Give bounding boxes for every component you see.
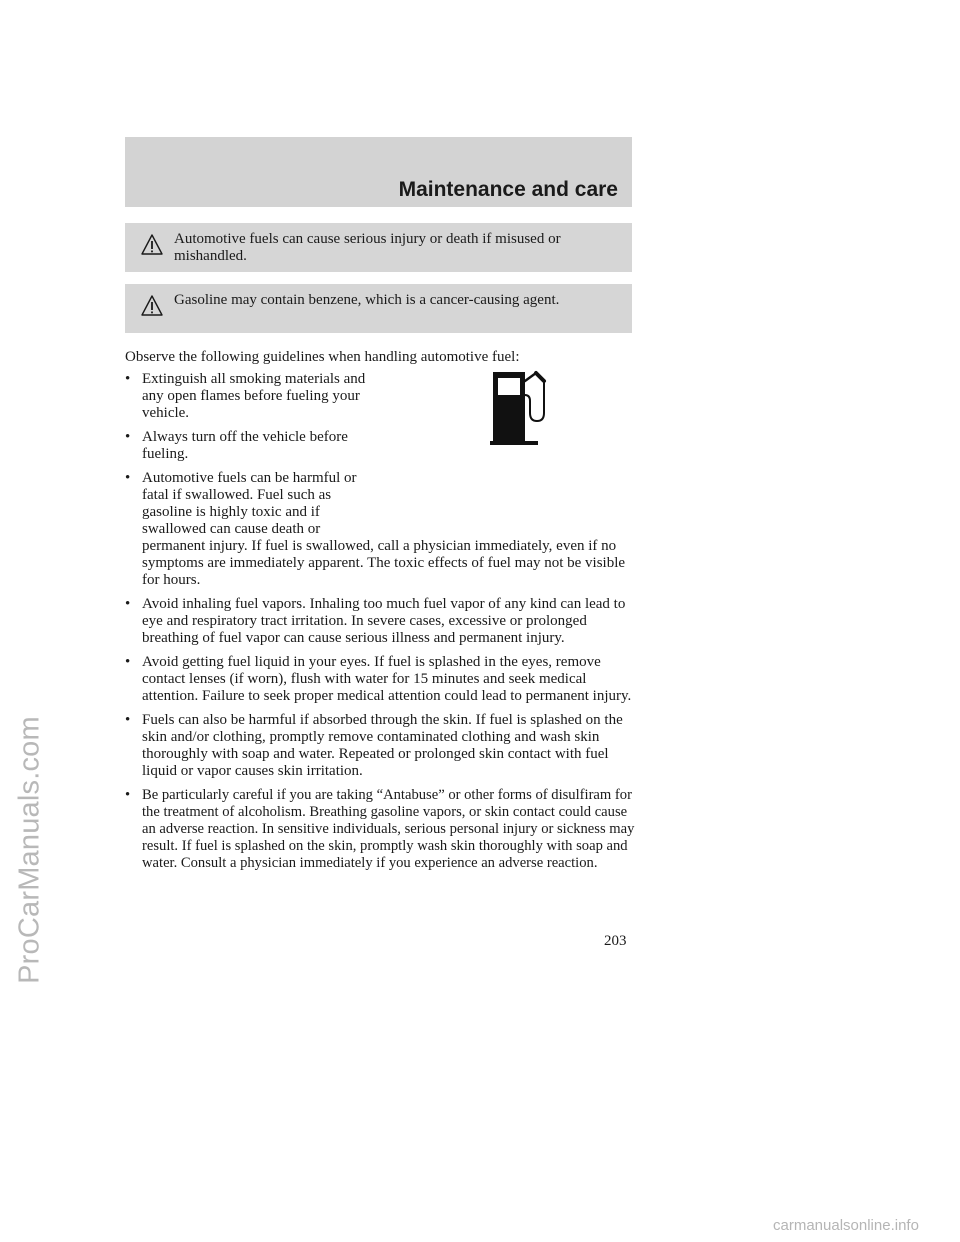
- side-watermark: [8, 0, 52, 1242]
- warning-triangle-icon: [141, 294, 163, 318]
- list-item: • Be particularly careful if you are taking “Antabuse” or other forms of disulfiram for the treatment of alcoholism. Breathing gasoline vapors, or skin contact could cause an adverse reaction. In sensitive individuals, serious personal injury or sickness may result. If fuel is splashed on the skin, promptly wash skin thoroughly with soap and water. Consult a physician immediately if you experience an adverse reaction.: [125, 787, 635, 872]
- warning-box-benzene: [125, 284, 632, 333]
- warning-text: Automotive fuels can cause serious injury or death if misused or mishandled.: [174, 231, 561, 264]
- fuel-guidelines-list: [125, 371, 635, 879]
- list-item: • Avoid inhaling fuel vapors. Inhaling too much fuel vapor of any kind can lead to eye and respiratory tract irritation. In severe cases, excessive or prolonged breathing of fuel vapor can cause serious illness and permanent injury.: [125, 596, 635, 647]
- warning-text: Gasoline may contain benzene, which is a cancer-causing agent.: [174, 292, 560, 308]
- section-title: Maintenance and care: [398, 178, 618, 201]
- page-number: 203: [604, 933, 627, 949]
- list-item-rest: permanent injury. If fuel is swallowed, call a physician immediately, even if no symptoms are immediately apparent. The toxic effects of fuel may not be visible for hours.: [142, 538, 626, 588]
- intro-paragraph: Observe the following guidelines when handling automotive fuel:: [125, 349, 520, 365]
- warning-triangle-icon: [141, 233, 163, 257]
- list-item: • Extinguish all smoking materials and any open flames before fueling your vehicle.: [125, 371, 377, 422]
- footer-watermark: carmanualsonline.info: [773, 1217, 919, 1234]
- list-item: • Always turn off the vehicle before fueling.: [125, 429, 377, 463]
- list-item: • Fuels can also be harmful if absorbed through the skin. If fuel is splashed on the skin and/or clothing, promptly remove contaminated clothing and wash skin thoroughly with soap and water. Repeated or prolonged skin contact with fuel liquid or vapor causes skin irritation.: [125, 712, 635, 780]
- list-item: [125, 470, 635, 589]
- list-item: • Avoid getting fuel liquid in your eyes. If fuel is splashed in the eyes, remove contact lenses (if worn), flush with water for 15 minutes and seek medical attention. Failure to seek proper medical attention could lead to permanent injury.: [125, 654, 635, 705]
- section-header: [125, 137, 632, 207]
- side-watermark-text: ProCarManuals.com: [13, 716, 46, 984]
- list-item-lead: • Automotive fuels can be harmful or fatal if swallowed. Fuel such as gasoline is highly toxic and if swallowed can cause death or: [142, 470, 357, 537]
- warning-box-fuel-misuse: [125, 223, 632, 272]
